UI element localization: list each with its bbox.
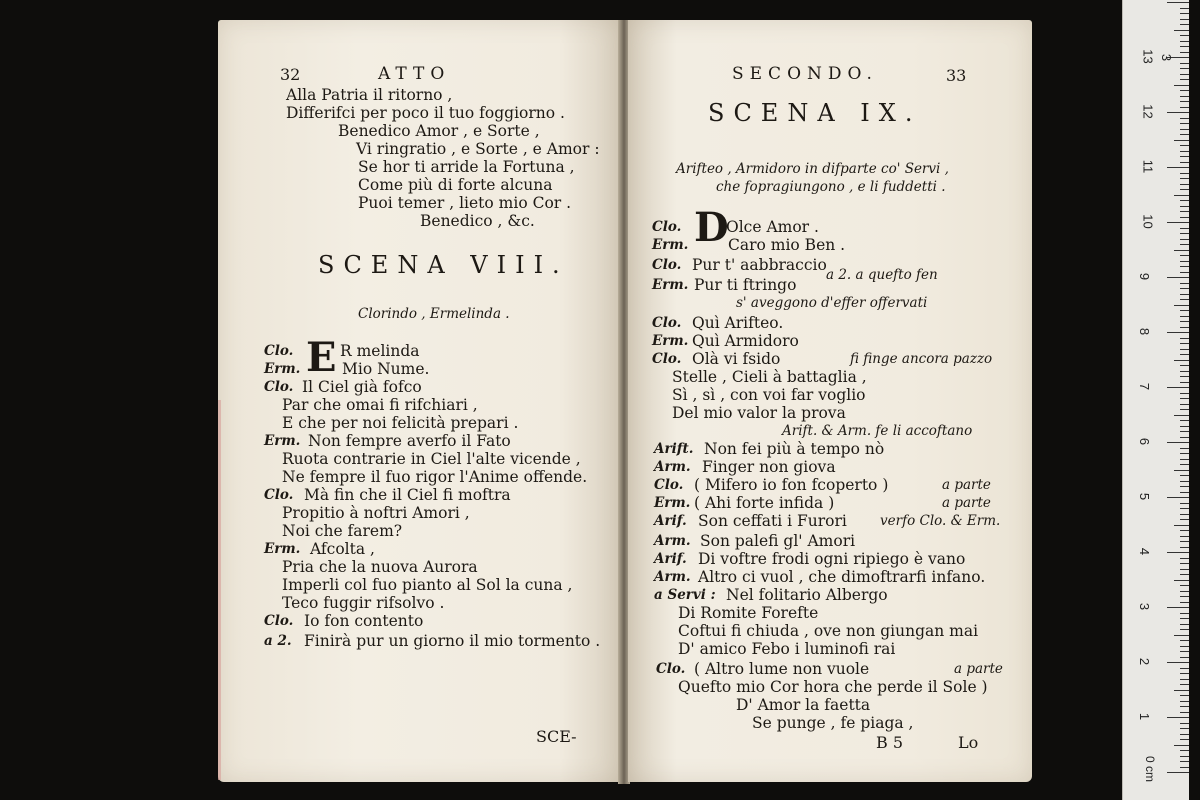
dialogue-line: Par che omai fi rifchiari , <box>282 396 478 414</box>
speaker: a Servi : <box>654 587 716 603</box>
page-edge <box>218 400 221 780</box>
dialogue-line: Non fempre averfo il Fato <box>308 432 511 450</box>
ruler-tick <box>1180 316 1189 317</box>
ruler-tick <box>1180 376 1189 377</box>
ruler-tick <box>1167 772 1189 773</box>
ruler-tick <box>1180 8 1189 9</box>
ruler-unit-label: 0 cm <box>1143 755 1158 783</box>
ruler-tick <box>1180 398 1189 399</box>
speaker: Erm. <box>264 541 301 557</box>
dialogue-line: Propitio à noftri Amori , <box>282 504 470 522</box>
ruler-tick <box>1180 712 1189 713</box>
speaker: Erm. <box>654 495 691 511</box>
running-head: ATTO <box>378 64 451 84</box>
ruler-tick <box>1174 745 1189 746</box>
ruler-tick <box>1180 695 1189 696</box>
ruler-tick <box>1167 662 1189 663</box>
speaker: Clo. <box>652 315 682 331</box>
ruler-tick <box>1180 52 1189 53</box>
stage-note: Arift. & Arm. fe li accoftano <box>782 423 973 439</box>
ruler-tick <box>1180 750 1189 751</box>
ruler-number: 5 <box>1137 492 1153 501</box>
ruler-tick <box>1180 393 1189 394</box>
speaker: Erm. <box>652 277 689 293</box>
ruler-tick <box>1180 13 1189 14</box>
dialogue-line: Di Romite Forefte <box>678 604 819 622</box>
ruler-tick <box>1180 420 1189 421</box>
ruler-tick <box>1167 607 1189 608</box>
dialogue-line: Stelle , Cieli à battaglia , <box>672 368 867 386</box>
left-page <box>218 20 620 782</box>
verse-line: Puoi temer , lieto mio Cor . <box>358 194 572 212</box>
ruler-tick <box>1180 129 1189 130</box>
ruler-tick <box>1180 629 1189 630</box>
ruler-tick <box>1180 464 1189 465</box>
ruler-tick <box>1174 195 1189 196</box>
ruler-tick <box>1180 640 1189 641</box>
ruler-tick <box>1180 475 1189 476</box>
ruler-tick <box>1180 602 1189 603</box>
ruler-number: 11 <box>1140 159 1156 174</box>
speaker: Arm. <box>654 569 691 585</box>
ruler-number: 8 <box>1137 327 1153 336</box>
ruler-tick <box>1180 492 1189 493</box>
ruler-tick <box>1180 41 1189 42</box>
verse-line: Alla Patria il ritorno , <box>286 86 453 104</box>
ruler-tick <box>1180 35 1189 36</box>
stage-note: a parte <box>942 477 991 493</box>
ruler-tick <box>1180 514 1189 515</box>
dialogue-line: Olce Amor . <box>726 218 819 236</box>
ruler-tick <box>1180 706 1189 707</box>
dialogue-line: Finirà pur un giorno il mio tormento . <box>304 632 601 650</box>
ruler-tick <box>1180 261 1189 262</box>
ruler-tick <box>1174 415 1189 416</box>
measurement-ruler <box>1122 0 1189 800</box>
ruler-tick <box>1180 618 1189 619</box>
ruler-tick <box>1180 272 1189 273</box>
speaker: Clo. <box>264 379 294 395</box>
page-number: 33 <box>946 66 967 85</box>
ruler-tick <box>1180 448 1189 449</box>
ruler-number: 6 <box>1137 437 1153 446</box>
ruler-tick <box>1180 684 1189 685</box>
ruler-tick <box>1180 431 1189 432</box>
ruler-tick <box>1180 530 1189 531</box>
ruler-number: 10 <box>1140 214 1156 229</box>
ruler-number: 12 <box>1140 104 1156 119</box>
ruler-tick <box>1167 112 1189 113</box>
dialogue-line: Altro ci vuol , che dimoftrarfi infano. <box>698 568 986 586</box>
stage-note: a parte <box>942 495 991 511</box>
ruler-tick <box>1180 343 1189 344</box>
ruler-tick <box>1180 118 1189 119</box>
speaker: Clo. <box>652 219 682 235</box>
ruler-tick <box>1180 145 1189 146</box>
ruler-tick <box>1180 310 1189 311</box>
ruler-tick <box>1180 657 1189 658</box>
ruler-tick <box>1180 134 1189 135</box>
ruler-tick <box>1174 635 1189 636</box>
ruler-tick <box>1180 349 1189 350</box>
dialogue-line: Pur t' aabbraccio <box>692 256 827 274</box>
ruler-tick <box>1180 206 1189 207</box>
stage-note: verfo Clo. & Erm. <box>880 513 1001 529</box>
ruler-tick <box>1180 211 1189 212</box>
ruler-tick <box>1174 580 1189 581</box>
ruler-tick <box>1180 200 1189 201</box>
ruler-tick <box>1180 536 1189 537</box>
dialogue-line: Quefto mio Cor hora che perde il Sole ) <box>678 678 988 696</box>
ruler-tick <box>1180 453 1189 454</box>
ruler-tick <box>1180 217 1189 218</box>
ruler-tick <box>1180 767 1189 768</box>
ruler-inch-label: 3 <box>1159 53 1175 62</box>
ruler-tick <box>1180 679 1189 680</box>
ruler-tick <box>1180 371 1189 372</box>
dialogue-line: Coftui fi chiuda , ove non giungan mai <box>678 622 979 640</box>
ruler-tick <box>1180 24 1189 25</box>
speaker: Erm. <box>264 361 301 377</box>
ruler-tick <box>1174 140 1189 141</box>
dialogue-line: Mio Nume. <box>342 360 430 378</box>
speaker: Arif. <box>654 513 687 529</box>
ruler-tick <box>1180 541 1189 542</box>
ruler-tick <box>1167 442 1189 443</box>
scene-title: SCENA VIII. <box>318 251 569 279</box>
page-number: 32 <box>280 65 301 84</box>
signature-mark: B 5 <box>876 733 904 752</box>
ruler-tick <box>1180 739 1189 740</box>
ruler-tick <box>1180 437 1189 438</box>
speaker: Clo. <box>652 257 682 273</box>
ruler-tick <box>1167 387 1189 388</box>
ruler-tick <box>1180 46 1189 47</box>
ruler-tick <box>1180 321 1189 322</box>
speaker: Clo. <box>264 613 294 629</box>
ruler-tick <box>1174 525 1189 526</box>
ruler-tick <box>1180 668 1189 669</box>
ruler-tick <box>1180 96 1189 97</box>
ruler-tick <box>1167 167 1189 168</box>
stage-note: fi finge ancora pazzo <box>850 351 993 367</box>
dialogue-line: Io fon contento <box>304 612 424 630</box>
ruler-tick <box>1180 508 1189 509</box>
verse-line: Come più di forte alcuna <box>358 176 553 194</box>
ruler-number: 3 <box>1137 602 1153 611</box>
ruler-tick <box>1180 574 1189 575</box>
ruler-number: 9 <box>1137 272 1153 281</box>
dialogue-line: Non fei più à tempo nò <box>704 440 885 458</box>
dialogue-line: Quì Armidoro <box>692 332 799 350</box>
ruler-tick <box>1180 74 1189 75</box>
speaker: Clo. <box>656 661 686 677</box>
stage-note: a parte <box>954 661 1003 677</box>
ruler-tick <box>1180 189 1189 190</box>
ruler-tick <box>1180 162 1189 163</box>
ruler-tick <box>1174 305 1189 306</box>
dialogue-line: Afcolta , <box>310 540 375 558</box>
ruler-tick <box>1167 717 1189 718</box>
ruler-tick <box>1180 673 1189 674</box>
ruler-tick <box>1167 497 1189 498</box>
dialogue-line: Finger non giova <box>702 458 836 476</box>
ruler-tick <box>1180 79 1189 80</box>
speaker: Arift. <box>654 441 694 457</box>
ruler-number: 13 <box>1140 49 1156 64</box>
ruler-tick <box>1180 68 1189 69</box>
speaker: Erm. <box>264 433 301 449</box>
ruler-tick <box>1180 701 1189 702</box>
dialogue-line: Pria che la nuova Aurora <box>282 558 478 576</box>
ruler-tick <box>1180 244 1189 245</box>
drop-cap: E <box>306 334 337 381</box>
ruler-tick <box>1174 30 1189 31</box>
ruler-number: 2 <box>1137 657 1153 666</box>
catchword: Lo <box>958 733 979 752</box>
verse-line: Differifci per poco il tuo foggiorno . <box>286 104 565 122</box>
ruler-tick <box>1167 277 1189 278</box>
ruler-tick <box>1180 354 1189 355</box>
speaker: Erm. <box>652 333 689 349</box>
dialogue-line: Quì Arifteo. <box>692 314 784 332</box>
ruler-tick <box>1180 723 1189 724</box>
speaker: Arm. <box>654 533 691 549</box>
ruler-tick <box>1174 360 1189 361</box>
scene-title: SCENA IX. <box>708 99 922 127</box>
speaker: Arm. <box>654 459 691 475</box>
ruler-tick <box>1180 563 1189 564</box>
ruler-tick <box>1180 156 1189 157</box>
ruler-tick <box>1167 222 1189 223</box>
ruler-tick <box>1167 332 1189 333</box>
ruler-tick <box>1180 426 1189 427</box>
stage-direction: Arifteo , Armidoro in difparte co' Servi , <box>676 161 949 177</box>
ruler-tick <box>1180 338 1189 339</box>
speaker: Clo. <box>264 487 294 503</box>
dialogue-line: Sì , sì , con voi far voglio <box>672 386 866 404</box>
ruler-tick <box>1180 63 1189 64</box>
ruler-tick <box>1180 123 1189 124</box>
ruler-tick <box>1180 646 1189 647</box>
ruler-number: 4 <box>1137 547 1153 556</box>
dialogue-line: ( Ahi forte infida ) <box>694 494 835 512</box>
ruler-tick <box>1180 459 1189 460</box>
ruler-tick <box>1180 239 1189 240</box>
ruler-tick <box>1180 184 1189 185</box>
ruler-tick <box>1180 734 1189 735</box>
ruler-tick <box>1180 90 1189 91</box>
dialogue-line: Del mio valor la prova <box>672 404 846 422</box>
ruler-tick <box>1180 107 1189 108</box>
dialogue-line: Imperli col fuo pianto al Sol la cuna , <box>282 576 573 594</box>
dialogue-line: Il Ciel già fofco <box>302 378 422 396</box>
ruler-tick <box>1180 486 1189 487</box>
running-head: SECONDO. <box>732 64 878 84</box>
ruler-tick <box>1180 569 1189 570</box>
speaker: Clo. <box>264 343 294 359</box>
stage-note: a 2. a quefto fen <box>826 267 938 283</box>
ruler-tick <box>1167 2 1189 3</box>
drop-cap: D <box>694 204 729 251</box>
dialogue-line: Caro mio Ben . <box>728 236 846 254</box>
speaker: Arif. <box>654 551 687 567</box>
ruler-tick <box>1180 173 1189 174</box>
ruler-tick <box>1174 250 1189 251</box>
ruler-tick <box>1180 613 1189 614</box>
ruler-tick <box>1180 761 1189 762</box>
dialogue-line: Mà fin che il Ciel fi moftra <box>304 486 511 504</box>
ruler-tick <box>1180 624 1189 625</box>
ruler-tick <box>1180 233 1189 234</box>
ruler-tick <box>1180 503 1189 504</box>
speaker: Erm. <box>652 237 689 253</box>
speaker: Clo. <box>654 477 684 493</box>
ruler-tick <box>1180 365 1189 366</box>
dialogue-line: Olà vi fsido <box>692 350 781 368</box>
character-list: Clorindo , Ermelinda . <box>358 306 510 322</box>
ruler-tick <box>1180 547 1189 548</box>
ruler-number: 1 <box>1137 712 1153 721</box>
ruler-tick <box>1174 470 1189 471</box>
right-page <box>628 20 1032 782</box>
ruler-tick <box>1180 591 1189 592</box>
ruler-tick <box>1180 266 1189 267</box>
dialogue-line: Son palefi gl' Amori <box>700 532 856 550</box>
ruler-tick <box>1180 299 1189 300</box>
ruler-tick <box>1180 228 1189 229</box>
speaker: a 2. <box>264 633 292 649</box>
dialogue-line: ( Altro lume non vuole <box>694 660 870 678</box>
ruler-tick <box>1180 382 1189 383</box>
ruler-tick <box>1180 283 1189 284</box>
ruler-tick <box>1180 481 1189 482</box>
ruler-tick <box>1180 288 1189 289</box>
dialogue-line: Pur ti ftringo <box>694 276 797 294</box>
ruler-tick <box>1180 558 1189 559</box>
catchword: SCE- <box>536 727 577 746</box>
ruler-tick <box>1180 101 1189 102</box>
dialogue-line: Ne fempre il fuo rigor l'Anime offende. <box>282 468 588 486</box>
dialogue-line: D' Amor la faetta <box>736 696 871 714</box>
ruler-number: 7 <box>1137 382 1153 391</box>
ruler-tick <box>1180 651 1189 652</box>
dialogue-line: Se punge , fe piaga , <box>752 714 914 732</box>
ruler-tick <box>1180 519 1189 520</box>
ruler-tick <box>1180 596 1189 597</box>
speaker: Clo. <box>652 351 682 367</box>
ruler-tick <box>1180 255 1189 256</box>
dialogue-line: Di voftre frodi ogni ripiego è vano <box>698 550 966 568</box>
ruler-tick <box>1180 327 1189 328</box>
ruler-tick <box>1174 690 1189 691</box>
verse-line: Vi ringratio , e Sorte , e Amor : <box>356 140 600 158</box>
verse-line: Se hor ti arride la Fortuna , <box>358 158 575 176</box>
dialogue-line: Nel folitario Albergo <box>726 586 888 604</box>
dialogue-line: Son ceffati i Furori <box>698 512 847 530</box>
ruler-tick <box>1180 728 1189 729</box>
ruler-tick <box>1180 409 1189 410</box>
stage-direction: che fopragiungono , e li fuddetti . <box>716 179 946 195</box>
dialogue-line: E che per noi felicità prepari . <box>282 414 519 432</box>
ruler-tick <box>1180 151 1189 152</box>
dialogue-line: ( Mifero io fon fcoperto ) <box>694 476 889 494</box>
verse-line: Benedico , &c. <box>420 212 535 230</box>
ruler-tick <box>1167 552 1189 553</box>
dialogue-line: Ruota contrarie in Ciel l'alte vicende , <box>282 450 581 468</box>
dialogue-line: Teco fuggir rifsolvo . <box>282 594 445 612</box>
stage-note: s' aveggono d'effer offervati <box>736 295 928 311</box>
open-book <box>218 20 1036 788</box>
ruler-tick <box>1180 756 1189 757</box>
ruler-tick <box>1180 404 1189 405</box>
ruler-tick <box>1180 585 1189 586</box>
dialogue-line: D' amico Febo i luminofi rai <box>678 640 896 658</box>
ruler-tick <box>1180 19 1189 20</box>
verse-line: Benedico Amor , e Sorte , <box>338 122 540 140</box>
ruler-tick <box>1180 178 1189 179</box>
ruler-tick <box>1174 85 1189 86</box>
dialogue-line: R melinda <box>340 342 420 360</box>
dialogue-line: Noi che farem? <box>282 522 403 540</box>
ruler-tick <box>1180 294 1189 295</box>
